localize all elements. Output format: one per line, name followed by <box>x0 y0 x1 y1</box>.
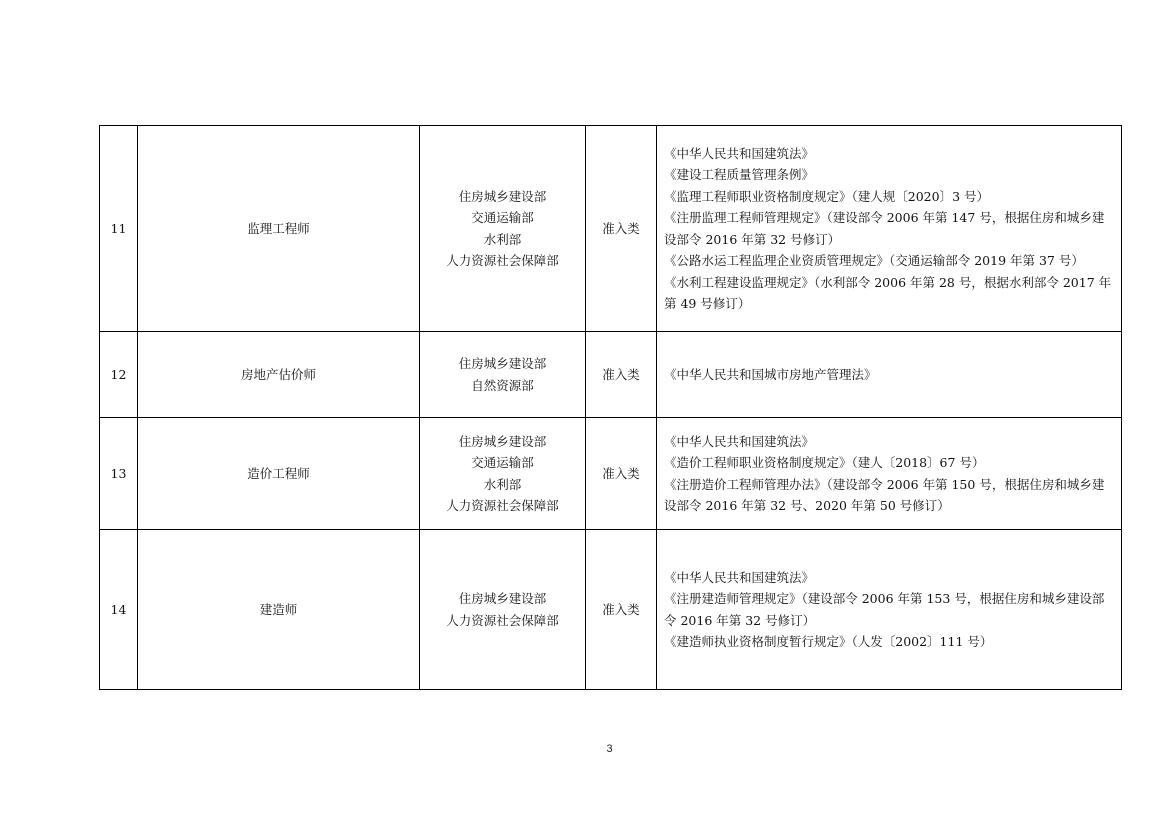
qualification-name: 造价工程师 <box>138 418 420 530</box>
table-row <box>100 126 1122 332</box>
legal-basis-item: 《注册监理工程师管理规定》（建设部令 2006 年第 147 号，根据住房和城乡建设部令 2016 年第 32 号修订） <box>664 210 1105 247</box>
legal-basis-item: 《建设工程质量管理条例》 <box>664 167 815 182</box>
legal-basis-item: 《中华人民共和国建筑法》 <box>664 433 815 449</box>
department-name: 住房城乡建设部 <box>458 356 547 371</box>
department-name: 交通运输部 <box>471 210 534 225</box>
department-cell <box>420 418 586 530</box>
department-name: 交通运输部 <box>471 455 534 470</box>
department-name: 自然资源部 <box>471 377 534 393</box>
legal-basis-item: 《造价工程师职业资格制度规定》（建人〔2018〕67 号） <box>664 455 985 470</box>
department-cell <box>420 530 586 690</box>
category-cell: 准入类 <box>586 530 657 690</box>
department-cell <box>420 126 586 332</box>
department-name: 住房城乡建设部 <box>458 591 547 606</box>
department-cell <box>420 332 586 418</box>
legal-basis-item: 《注册造价工程师管理办法》（建设部令 2006 年第 150 号，根据住房和城乡建设部令 2016 年第 32 号、2020 年第 50 号修订） <box>664 476 1105 513</box>
row-number: 12 <box>100 332 138 418</box>
legal-basis-item: 《监理工程师职业资格制度规定》（建人规〔2020〕3 号） <box>664 188 989 204</box>
qualification-name: 房地产估价师 <box>138 332 420 418</box>
row-number: 14 <box>100 530 138 690</box>
department-name: 住房城乡建设部 <box>458 433 547 449</box>
legal-basis-item: 《注册建造师管理规定》（建设部令 2006 年第 153 号，根据住房和城乡建设部令 2016 年第 32 号修订） <box>664 591 1105 628</box>
department-name: 住房城乡建设部 <box>458 188 547 204</box>
department-name: 水利部 <box>483 231 522 247</box>
legal-basis-item: 《建造师执业资格制度暂行规定》（人发〔2002〕111 号） <box>664 634 993 649</box>
legal-basis-item: 《公路水运工程监理企业资质管理规定》（交通运输部令 2019 年第 37 号） <box>664 253 1084 268</box>
legal-basis-item: 《中华人民共和国建筑法》 <box>664 145 815 161</box>
department-name: 人力资源社会保障部 <box>446 498 559 513</box>
department-name: 人力资源社会保障部 <box>446 253 559 268</box>
department-name: 水利部 <box>483 476 522 492</box>
department-name: 人力资源社会保障部 <box>446 612 559 628</box>
category-cell: 准入类 <box>586 418 657 530</box>
table-row <box>100 332 1122 418</box>
row-number: 11 <box>100 126 138 332</box>
category-cell: 准入类 <box>586 332 657 418</box>
qualification-name: 建造师 <box>138 530 420 690</box>
qualification-name: 监理工程师 <box>138 126 420 332</box>
category-cell: 准入类 <box>586 126 657 332</box>
qualification-table <box>99 125 1122 690</box>
page-number: 3 <box>606 743 613 755</box>
legal-basis-cell <box>657 332 1122 418</box>
table-row <box>100 530 1122 690</box>
legal-basis-cell <box>657 530 1122 690</box>
legal-basis-item: 《中华人民共和国城市房地产管理法》 <box>664 366 877 382</box>
legal-basis-cell <box>657 418 1122 530</box>
legal-basis-item: 《中华人民共和国建筑法》 <box>664 569 815 585</box>
table-row <box>100 418 1122 530</box>
row-number: 13 <box>100 418 138 530</box>
legal-basis-item: 《水利工程建设监理规定》（水利部令 2006 年第 28 号，根据水利部令 2017 年第 49 号修订） <box>664 274 1112 311</box>
legal-basis-cell <box>657 126 1122 332</box>
